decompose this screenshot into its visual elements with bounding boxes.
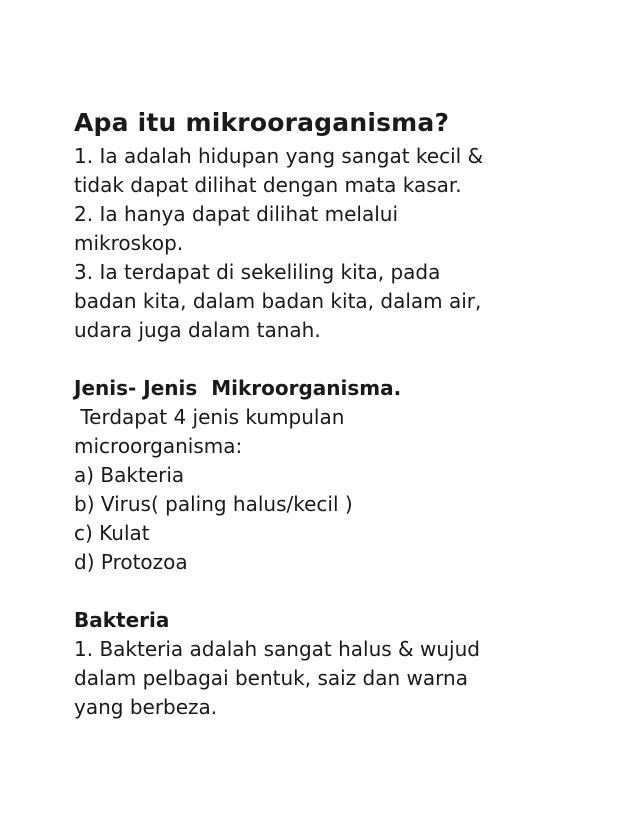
document-body xyxy=(74,104,594,722)
section-heading-bakteria: Bakteria xyxy=(74,608,170,632)
text-line: 2. Ia hanya dapat dilihat melalui xyxy=(74,202,398,226)
text-line: 1. Ia adalah hidupan yang sangat kecil & xyxy=(74,144,484,168)
text-line: mikroskop. xyxy=(74,231,184,255)
text-line: yang berbeza. xyxy=(74,695,218,719)
text-line: badan kita, dalam badan kita, dalam air, xyxy=(74,289,482,313)
list-item: c) Kulat xyxy=(74,521,150,545)
text-line: microorganisma: xyxy=(74,434,243,458)
list-item: a) Bakteria xyxy=(74,463,185,487)
text-line: udara juga dalam tanah. xyxy=(74,318,321,342)
text-line: 3. Ia terdapat di sekeliling kita, pada xyxy=(74,260,441,284)
text-line: dalam pelbagai bentuk, saiz dan warna xyxy=(74,666,468,690)
text-line: Terdapat 4 jenis kumpulan xyxy=(74,405,345,429)
text-line: 1. Bakteria adalah sangat halus & wujud xyxy=(74,637,480,661)
paragraph-spacer xyxy=(74,577,594,606)
list-item: b) Virus( paling halus/kecil ) xyxy=(74,492,353,516)
section-title-mikroorganisma: Apa itu mikrooraganisma? xyxy=(74,108,450,137)
section-heading-jenis: Jenis- Jenis Mikroorganisma. xyxy=(74,376,402,400)
list-item: d) Protozoa xyxy=(74,550,188,574)
text-line: tidak dapat dilihat dengan mata kasar. xyxy=(74,173,462,197)
paragraph-spacer xyxy=(74,345,594,374)
